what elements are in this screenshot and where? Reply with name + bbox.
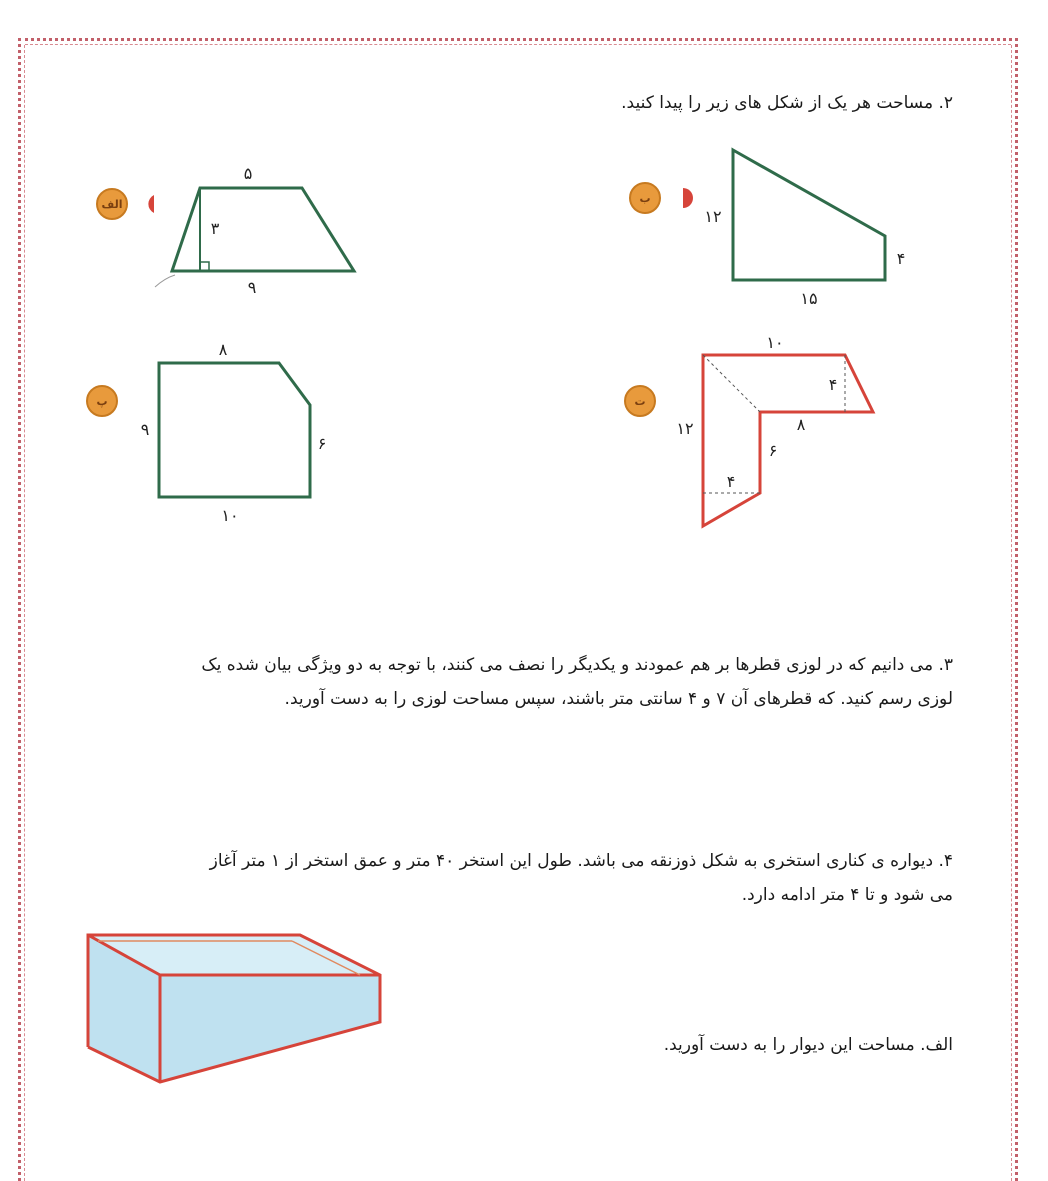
- q3-line-2: لوزی رسم کنید. که قطرهای آن ۷ و ۴ سانتی متر باشند، سپس مساحت لوزی را به دست آورید.: [284, 689, 953, 709]
- badge-te-label: ت: [634, 395, 646, 408]
- pe-bottom-label: ۱۰: [221, 506, 239, 525]
- te-drop-label: ۴: [828, 375, 838, 394]
- te-inner-vertical-label: ۶: [768, 441, 778, 460]
- badge-arrow-icon: [148, 195, 154, 213]
- be-left-label: ۱۲: [704, 207, 722, 226]
- q2-title: ۲. مساحت هر یک از شکل های زیر را پیدا کنید.: [621, 93, 953, 113]
- q4-part-a: الف. مساحت این دیوار را به دست آورید.: [663, 1035, 953, 1055]
- te-inner-top-label: ۸: [796, 415, 806, 434]
- pe-right-label: ۶: [317, 434, 327, 453]
- alef-bottom-label: ۹: [247, 278, 257, 297]
- be-bottom-label: ۱۵: [800, 289, 818, 308]
- q4-line-1: ۴. دیواره ی کناری استخری به شکل ذوزنقه می باشد. طول این استخر ۴۰ متر و عمق استخر از ۱ متر آغاز: [209, 851, 953, 871]
- q4-line-2: می شود و تا ۴ متر ادامه دارد.: [741, 885, 953, 905]
- badge-arrow-icon: [683, 188, 693, 208]
- pe-top-label: ۸: [218, 340, 228, 359]
- shape-be: [615, 140, 915, 315]
- q3-line-1: ۳. می دانیم که در لوزی قطرها بر هم عمودند و یکدیگر را نصف می کنند، با توجه به دو ویژگی بیان شده یک: [201, 655, 953, 675]
- right-trapezoid-shape: [733, 150, 885, 280]
- badge-alef-label: الف: [101, 198, 123, 211]
- pool-illustration: [80, 925, 390, 1090]
- badge-pe-label: پ: [96, 395, 108, 408]
- te-bottom-label: ۴: [726, 472, 736, 491]
- te-top-label: ۱۰: [766, 333, 784, 352]
- be-right-label: ۴: [896, 249, 906, 268]
- shape-alef: [80, 155, 380, 305]
- dashed-diagonal-line: [703, 355, 760, 412]
- pentagon-shape: [159, 363, 310, 497]
- shape-te: [615, 330, 915, 540]
- alef-top-label: ۵: [243, 164, 253, 183]
- shape-pe: [80, 335, 380, 535]
- badge-be-label: ب: [639, 192, 651, 205]
- pe-left-label: ۹: [140, 420, 150, 439]
- alef-height-label: ۳: [210, 219, 220, 238]
- te-left-label: ۱۲: [676, 419, 694, 438]
